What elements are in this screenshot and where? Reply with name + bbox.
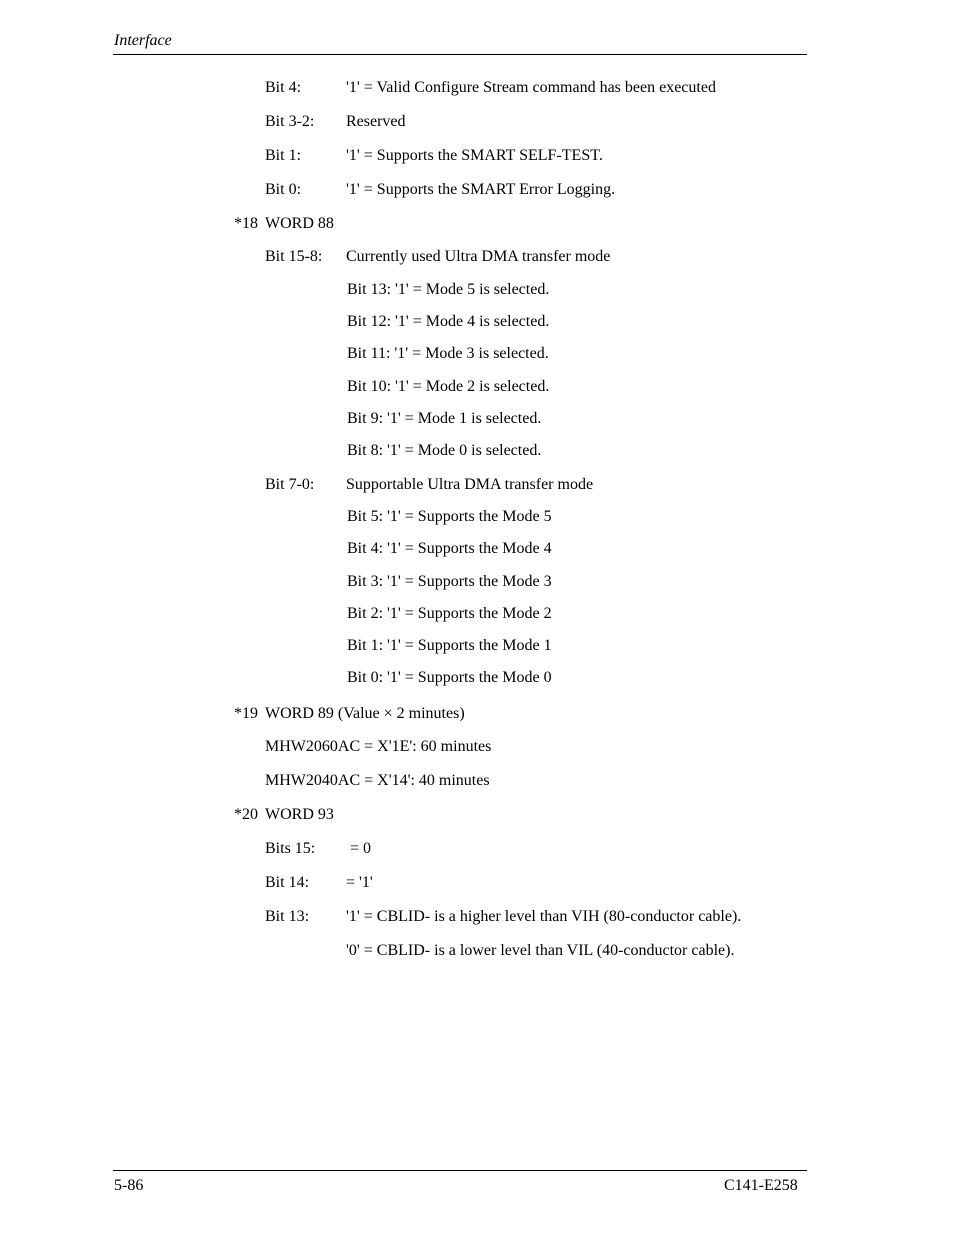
bit-label: Bit 15-8: (265, 248, 323, 265)
section-title: WORD 88 (265, 215, 334, 232)
sub-bit-text: Bit 12: '1' = Mode 4 is selected. (347, 313, 550, 330)
bit-description: Currently used Ultra DMA transfer mode (346, 248, 611, 265)
header-title: Interface (114, 32, 172, 49)
footer-rule (113, 1170, 807, 1171)
section-marker: *18 (234, 215, 258, 232)
sub-bit-text: Bit 9: '1' = Mode 1 is selected. (347, 410, 542, 427)
page-number: 5-86 (114, 1177, 144, 1194)
bit-description: '1' = CBLID- is a higher level than VIH (80-conductor cable). (346, 908, 742, 925)
sub-bit-text: Bit 2: '1' = Supports the Mode 2 (347, 605, 552, 622)
section-title: WORD 89 (Value × 2 minutes) (265, 705, 465, 722)
sub-bit-text: Bit 8: '1' = Mode 0 is selected. (347, 442, 542, 459)
bit-description: Reserved (346, 113, 406, 130)
sub-bit-text: Bit 4: '1' = Supports the Mode 4 (347, 540, 552, 557)
bit-description: '1' = Valid Configure Stream command has been executed (346, 79, 716, 96)
bit-label: Bit 3-2: (265, 113, 315, 130)
sub-bit-text: Bit 0: '1' = Supports the Mode 0 (347, 669, 552, 686)
bit-label: Bit 0: (265, 181, 302, 198)
sub-bit-text: Bit 11: '1' = Mode 3 is selected. (347, 345, 549, 362)
section-title: WORD 93 (265, 806, 334, 823)
bit-label: Bit 13: (265, 908, 310, 925)
model-time-text: MHW2040AC = X'14': 40 minutes (265, 772, 490, 789)
sub-bit-text: Bit 3: '1' = Supports the Mode 3 (347, 573, 552, 590)
bit-label: Bits 15: (265, 840, 316, 857)
bit-label: Bit 7-0: (265, 476, 315, 493)
model-time-text: MHW2060AC = X'1E': 60 minutes (265, 738, 492, 755)
bit-label: Bit 4: (265, 79, 302, 96)
bit-description: Supportable Ultra DMA transfer mode (346, 476, 594, 493)
bit-label: Bit 1: (265, 147, 302, 164)
bit-label: Bit 14: (265, 874, 310, 891)
bit-description: '0' = CBLID- is a lower level than VIL (40-conductor cable). (346, 942, 735, 959)
bit-description: = 0 (346, 840, 372, 857)
bit-description: '1' = Supports the SMART SELF-TEST. (346, 147, 603, 164)
sub-bit-text: Bit 1: '1' = Supports the Mode 1 (347, 637, 552, 654)
document-id: C141-E258 (724, 1177, 798, 1194)
bit-description: = '1' (346, 874, 373, 891)
sub-bit-text: Bit 13: '1' = Mode 5 is selected. (347, 281, 550, 298)
bit-description: '1' = Supports the SMART Error Logging. (346, 181, 616, 198)
header-rule (113, 54, 807, 55)
section-marker: *19 (234, 705, 258, 722)
sub-bit-text: Bit 5: '1' = Supports the Mode 5 (347, 508, 552, 525)
section-marker: *20 (234, 806, 258, 823)
sub-bit-text: Bit 10: '1' = Mode 2 is selected. (347, 378, 550, 395)
